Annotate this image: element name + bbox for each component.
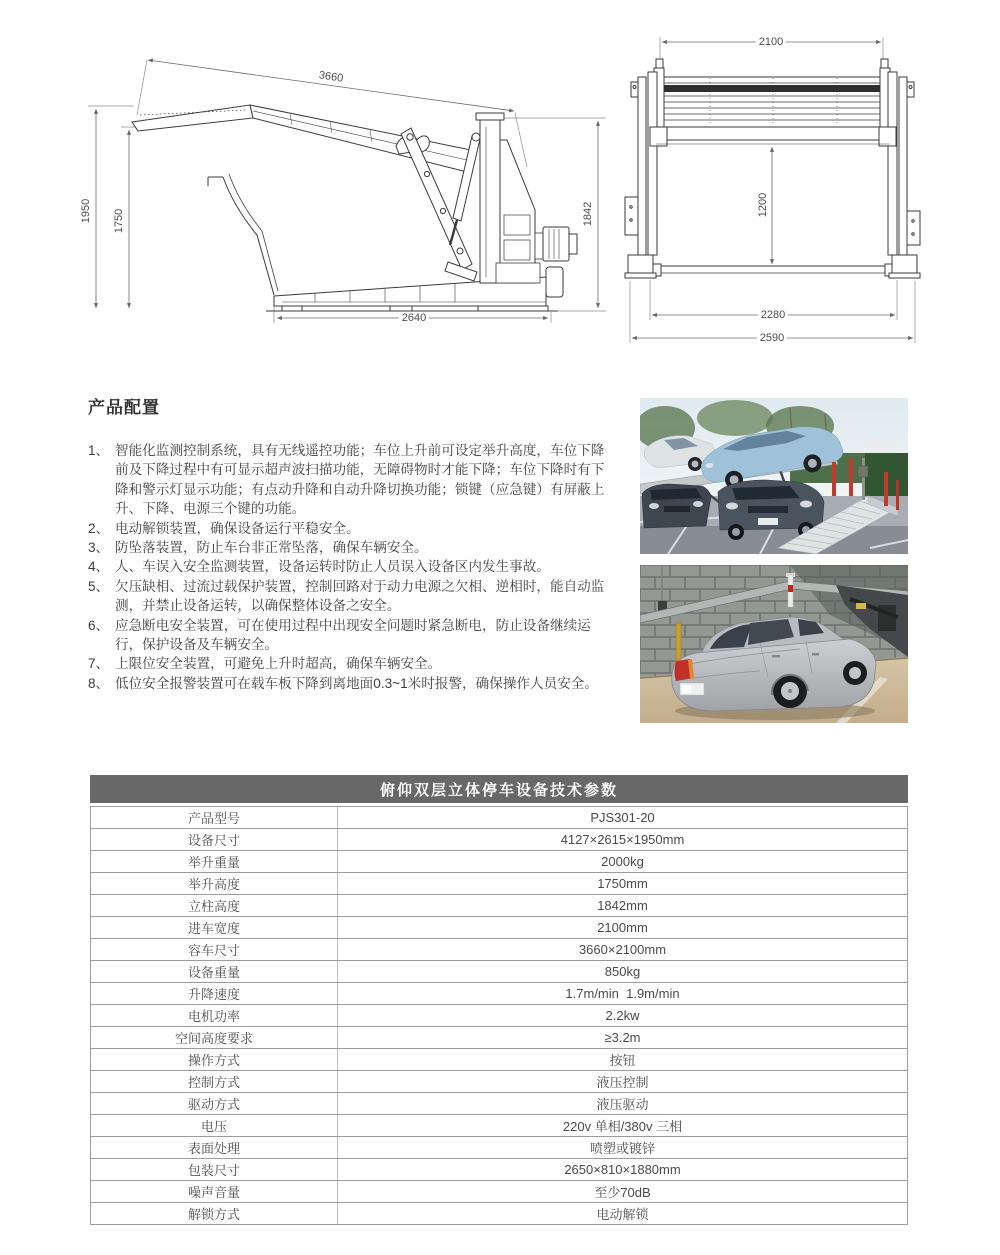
spec-rows <box>90 806 908 1225</box>
param-value: 2100mm <box>597 920 648 935</box>
dim-overall-width: 2590 <box>757 332 787 344</box>
param-label: 空间高度要求 <box>91 1027 338 1048</box>
param-label: 设备尺寸 <box>91 829 338 850</box>
table-row <box>91 1092 907 1114</box>
table-row <box>91 1136 907 1158</box>
param-label: 包装尺寸 <box>91 1159 338 1180</box>
param-value: 按钮 <box>609 1053 636 1068</box>
table-row <box>91 828 907 850</box>
param-label: 举升高度 <box>91 873 338 894</box>
param-label: 电机功率 <box>91 1005 338 1026</box>
feature-text: 人、车误入安全监测装置，设备运转时防止人员误入设备区内发生事故。 <box>115 559 550 575</box>
table-row <box>91 1048 907 1070</box>
param-value: 液压驱动 <box>596 1097 649 1112</box>
photo-indoor-parking-lift <box>640 565 908 723</box>
dim-lift-height: 1750 <box>113 206 125 236</box>
table-row <box>91 1158 907 1180</box>
table-row <box>91 1070 907 1092</box>
photo-outdoor-scene <box>640 398 908 554</box>
param-value: 2000kg <box>601 854 644 869</box>
feature-item <box>88 577 615 616</box>
dim-inner-width: 2280 <box>758 309 788 321</box>
feature-item <box>88 519 615 538</box>
param-value: ≥3.2m <box>604 1030 641 1045</box>
param-label: 噪声音量 <box>91 1181 338 1202</box>
param-label: 电压 <box>91 1115 338 1136</box>
param-label: 解锁方式 <box>91 1203 338 1224</box>
param-label: 驱动方式 <box>91 1093 338 1114</box>
dim-base-length: 2640 <box>399 312 429 324</box>
feature-text: 防坠落装置，防止车台非正常坠落，确保车辆安全。 <box>115 540 428 556</box>
param-label: 设备重量 <box>91 961 338 982</box>
table-row <box>91 1180 907 1202</box>
table-row <box>91 1026 907 1048</box>
dim-overall-height: 1950 <box>80 196 92 226</box>
feature-text: 低位安全报警装置可在载车板下降到离地面0.3~1米时报警，确保操作人员安全。 <box>115 675 598 691</box>
spec-table <box>90 775 908 1225</box>
param-value: PJS301-20 <box>590 810 655 825</box>
feature-text: 电动解锁装置，确保设备运行平稳安全。 <box>115 520 360 536</box>
param-label: 立柱高度 <box>91 895 338 916</box>
param-label: 进车宽度 <box>91 917 338 938</box>
front-view-linework <box>610 15 1000 355</box>
feature-number: 5、 <box>88 578 110 594</box>
table-row <box>91 1004 907 1026</box>
section-heading: 产品配置 <box>88 398 160 417</box>
dim-column-height: 1842 <box>582 199 594 229</box>
table-row <box>91 916 907 938</box>
feature-text: 上限位安全装置，可避免上升时超高，确保车辆安全。 <box>115 656 442 672</box>
feature-text: 智能化监测控制系统，具有无线遥控功能；车位上升前可设定举升高度，车位下降前及下降过程中有可显示超声波扫描功能，无障碍物时才能下降；车位下降时有下降和警示灯显示功能；有点动升降和自动升降切换功能；锁键（应急键）有屏蔽上升、下降、电源三个键的功能。 <box>115 443 605 517</box>
feature-item <box>88 557 615 576</box>
dim-platform-length: 3660 <box>315 69 347 85</box>
param-value: 2.2kw <box>605 1008 640 1023</box>
param-value: 2650×810×1880mm <box>564 1162 681 1177</box>
table-row <box>91 850 907 872</box>
feature-item <box>88 616 615 655</box>
photo-indoor-scene <box>640 565 908 723</box>
param-value: 220v 单相/380v 三相 <box>562 1119 683 1134</box>
param-label: 表面处理 <box>91 1137 338 1158</box>
feature-text: 欠压缺相、过流过载保护装置，控制回路对于动力电源之欠相、逆相时，能自动监测，并禁止设备运转，以确保整体设备之安全。 <box>115 578 605 614</box>
param-value: 液压控制 <box>596 1075 649 1090</box>
param-value: 至少70dB <box>594 1185 651 1200</box>
param-value: 4127×2615×1950mm <box>560 832 685 847</box>
feature-number: 6、 <box>88 617 110 633</box>
feature-number: 1、 <box>88 443 110 458</box>
table-row <box>91 1202 907 1224</box>
param-label: 产品型号 <box>91 807 338 828</box>
side-view-drawing <box>30 15 610 355</box>
param-label: 操作方式 <box>91 1049 338 1070</box>
param-value: 3660×2100mm <box>578 942 667 957</box>
feature-number: 3、 <box>88 540 110 556</box>
feature-item <box>88 538 615 557</box>
dim-clear-height: 1200 <box>757 190 769 220</box>
product-config-section <box>88 393 615 693</box>
param-label: 升降速度 <box>91 983 338 1004</box>
feature-number: 7、 <box>88 656 110 672</box>
table-row <box>91 982 907 1004</box>
side-view-linework <box>30 15 610 355</box>
param-value: 1750mm <box>597 876 648 891</box>
feature-item <box>88 441 615 519</box>
table-row <box>91 938 907 960</box>
table-row <box>91 872 907 894</box>
feature-number: 4、 <box>88 559 110 575</box>
feature-text: 应急断电安全装置，可在使用过程中出现安全问题时紧急断电，防止设备继续运行，保护设备及车辆安全。 <box>115 617 591 653</box>
feature-item <box>88 674 615 693</box>
feature-item <box>88 654 615 673</box>
feature-list <box>88 441 615 693</box>
param-label: 容车尺寸 <box>91 939 338 960</box>
param-value: 电动解锁 <box>596 1207 649 1222</box>
param-value: 850kg <box>604 964 641 979</box>
feature-number: 2、 <box>88 520 110 536</box>
front-view-drawing <box>610 15 1000 355</box>
photo-outdoor-parking-lift <box>640 398 908 554</box>
param-value: 喷塑或镀锌 <box>589 1141 655 1156</box>
feature-number: 8、 <box>88 675 110 691</box>
table-row <box>91 1114 907 1136</box>
param-value: 1842mm <box>597 898 648 913</box>
table-row <box>91 960 907 982</box>
param-label: 控制方式 <box>91 1071 338 1092</box>
table-row <box>91 894 907 916</box>
table-row <box>91 807 907 828</box>
param-label: 举升重量 <box>91 851 338 872</box>
table-title: 俯仰双层立体停车设备技术参数 <box>90 775 908 803</box>
dim-entry-width: 2100 <box>756 36 786 48</box>
param-value: 1.7m/min 1.9m/min <box>565 986 680 1001</box>
